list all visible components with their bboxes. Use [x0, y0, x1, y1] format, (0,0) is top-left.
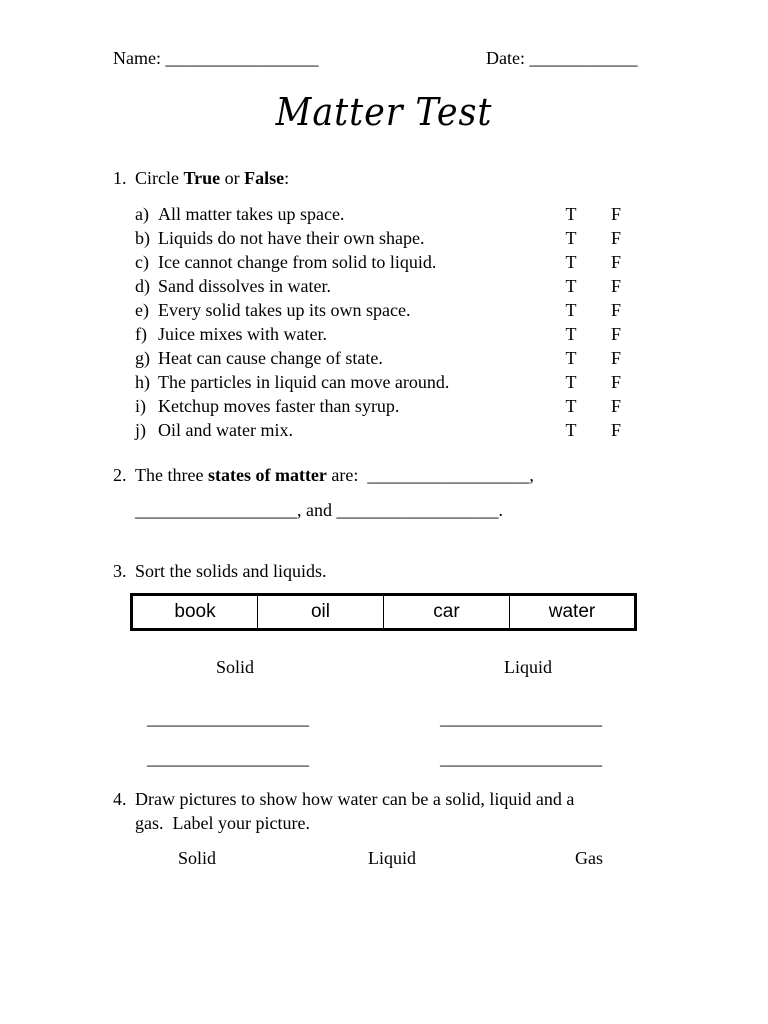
tf-item-letter: h) — [135, 372, 150, 392]
tf-item-letter: b) — [135, 228, 150, 248]
q1-prompt: Circle True or False: — [135, 168, 290, 188]
tf-item-text: Sand dissolves in water. — [158, 276, 331, 296]
tf-item-letter: f) — [135, 324, 147, 344]
false-option[interactable]: F — [610, 348, 621, 368]
sort-word-cell: water — [510, 595, 636, 630]
tf-item-letter: e) — [135, 300, 149, 320]
false-option[interactable]: F — [610, 372, 621, 392]
sort-word-cell: book — [132, 595, 258, 630]
q4-prompt-line2: gas. Label your picture. — [135, 813, 310, 833]
tf-item-text: Ketchup moves faster than syrup. — [158, 396, 400, 416]
q4-prompt-line1: Draw pictures to show how water can be a solid, liquid and a — [135, 789, 575, 809]
false-option[interactable]: F — [610, 300, 621, 320]
liquid-answer-line[interactable]: __________________ — [440, 748, 602, 768]
tf-item-text: All matter takes up space. — [158, 204, 345, 224]
tf-item-text: The particles in liquid can move around. — [158, 372, 450, 392]
q1-number: 1. — [113, 168, 127, 188]
q4-label-solid: Solid — [178, 848, 217, 868]
tf-item-text: Juice mixes with water. — [158, 324, 327, 344]
solid-answer-line[interactable]: __________________ — [147, 748, 309, 768]
solid-answer-line[interactable]: __________________ — [147, 708, 309, 728]
false-option[interactable]: F — [610, 420, 621, 440]
q2-answer-line[interactable]: __________________, and __________________. — [135, 500, 503, 520]
sort-word-cell: car — [384, 595, 510, 630]
true-option[interactable]: T — [565, 324, 577, 344]
q3-number: 3. — [113, 561, 127, 581]
tf-item-letter: a) — [135, 204, 149, 224]
false-option[interactable]: F — [610, 324, 621, 344]
q3-prompt: Sort the solids and liquids. — [135, 561, 327, 581]
true-option[interactable]: T — [565, 204, 577, 224]
true-option[interactable]: T — [565, 252, 577, 272]
tf-item-text: Oil and water mix. — [158, 420, 293, 440]
false-option[interactable]: F — [610, 276, 621, 296]
true-option[interactable]: T — [565, 276, 577, 296]
date-field[interactable]: Date: ____________ — [486, 48, 638, 68]
tf-item-letter: i) — [135, 396, 146, 416]
q2-number: 2. — [113, 465, 127, 485]
tf-item-text: Ice cannot change from solid to liquid. — [158, 252, 437, 272]
sort-word-table — [130, 593, 637, 631]
q4-label-liquid: Liquid — [368, 848, 416, 868]
tf-item-letter: j) — [135, 420, 146, 440]
q4-number: 4. — [113, 789, 127, 809]
tf-item-text: Heat can cause change of state. — [158, 348, 383, 368]
page-title: Matter Test — [275, 90, 493, 134]
true-option[interactable]: T — [565, 372, 577, 392]
false-option[interactable]: F — [610, 252, 621, 272]
true-option[interactable]: T — [565, 228, 577, 248]
false-option[interactable]: F — [610, 204, 621, 224]
tf-item-letter: g) — [135, 348, 150, 368]
false-option[interactable]: F — [610, 396, 621, 416]
sort-word-cell: oil — [258, 595, 384, 630]
liquid-answer-line[interactable]: __________________ — [440, 708, 602, 728]
q4-label-gas: Gas — [575, 848, 603, 868]
liquid-column-label: Liquid — [504, 657, 552, 677]
true-option[interactable]: T — [565, 420, 577, 440]
tf-item-letter: c) — [135, 252, 149, 272]
solid-column-label: Solid — [216, 657, 255, 677]
true-option[interactable]: T — [565, 348, 577, 368]
tf-item-letter: d) — [135, 276, 150, 296]
q2-prompt: The three states of matter are: __________________, — [135, 465, 534, 485]
tf-item-text: Liquids do not have their own shape. — [158, 228, 425, 248]
name-field[interactable]: Name: _________________ — [113, 48, 319, 68]
tf-item-text: Every solid takes up its own space. — [158, 300, 411, 320]
true-option[interactable]: T — [565, 396, 577, 416]
false-option[interactable]: F — [610, 228, 621, 248]
true-option[interactable]: T — [565, 300, 577, 320]
